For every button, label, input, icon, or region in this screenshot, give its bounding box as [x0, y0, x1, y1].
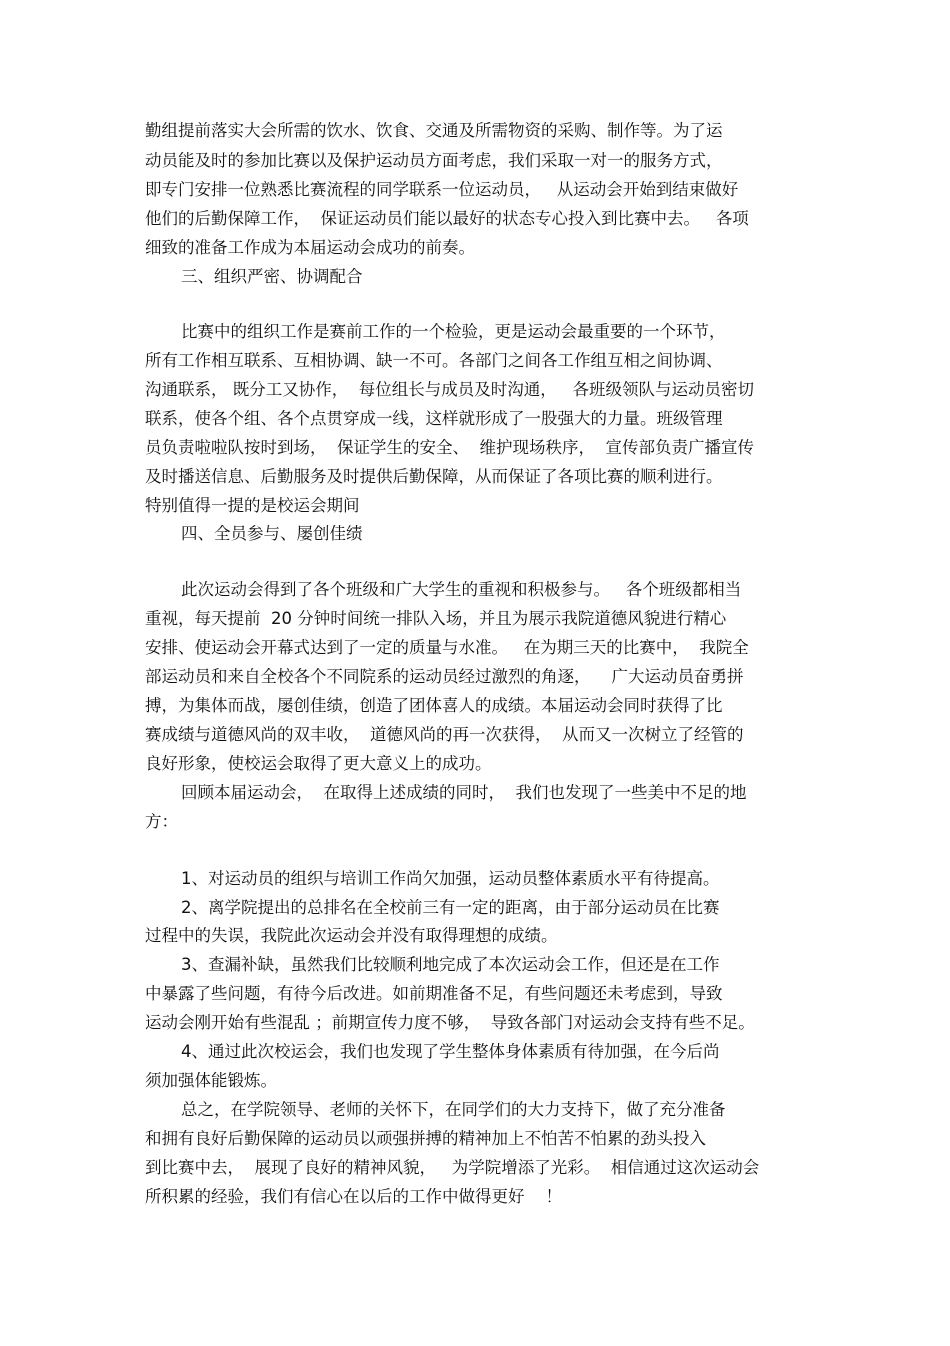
list-item: 1、对运动员的组织与培训工作尚欠加强，运动员整体素质水平有待提高。 — [181, 869, 720, 888]
text-line: 方： — [145, 812, 178, 831]
list-item: 3、查漏补缺，虽然我们比较顺利地完成了本次运动会工作，但还是在工作 — [181, 955, 720, 974]
text-line: 过程中的失误，我院此次运动会并没有取得理想的成绩。 — [145, 926, 558, 945]
text-line: 所积累的经验，我们有信心在以后的工作中做得更好 ！ — [145, 1187, 562, 1206]
text-line: 部运动员和来自全校各个不同院系的运动员经过激烈的角逐， 广大运动员奋勇拼 — [145, 667, 744, 686]
text-line: 他们的后勤保障工作， 保证运动员们能以最好的状态专心投入到比赛中去。 各项 — [145, 209, 749, 228]
section-heading: 三、组织严密、协调配合 — [181, 267, 363, 286]
section-heading: 四、全员参与、屡创佳绩 — [181, 524, 363, 543]
text-line: 须加强体能锻炼。 — [145, 1071, 277, 1090]
text-line: 中暴露了些问题，有待今后改进。如前期准备不足，有些问题还未考虑到，导致 — [145, 984, 723, 1003]
text-line: 安排、使运动会开幕式达到了一定的质量与水准。 在为期三天的比赛中， 我院全 — [145, 638, 749, 657]
text-line: 搏，为集体而战，屡创佳绩，创造了团体喜人的成绩。本届运动会同时获得了比 — [145, 696, 723, 715]
text-line: 动员能及时的参加比赛以及保护运动员方面考虑，我们采取一对一的服务方式， — [145, 151, 723, 170]
text-line: 回顾本届运动会， 在取得上述成绩的同时， 我们也发现了一些美中不足的地 — [181, 783, 747, 802]
text-line: 运动会刚开始有些混乱 ；前期宣传力度不够， 导致各部门对运动会支持有些不足。 — [145, 1013, 755, 1032]
text-line: 沟通联系， 既分工又协作， 每位组长与成员及时沟通， 各班级领队与运动员密切 — [145, 380, 754, 399]
text-line: 此次运动会得到了各个班级和广大学生的重视和积极参与。 各个班级都相当 — [181, 580, 742, 599]
text-line: 和拥有良好后勤保障的运动员以顽强拼搏的精神加上不怕苦不怕累的劲头投入 — [145, 1129, 706, 1148]
text-line: 到比赛中去， 展现了良好的精神风貌， 为学院增添了光彩。 相信通过这次运动会 — [145, 1158, 760, 1177]
text-line: 赛成绩与道德风尚的双丰收， 道德风尚的再一次获得， 从而又一次树立了经管的 — [145, 725, 744, 744]
text-line: 重视，每天提前 20 分钟时间统一排队入场，并且为展示我院道德风貌进行精心 — [145, 609, 727, 628]
text-line: 联系，使各个组、各个点贯穿成一线，这样就形成了一股强大的力量。班级管理 — [145, 409, 723, 428]
text-line: 比赛中的组织工作是赛前工作的一个检验，更是运动会最重要的一个环节， — [181, 322, 726, 341]
list-item: 4、通过此次校运会，我们也发现了学生整体身体素质有待加强，在今后尚 — [181, 1042, 720, 1061]
text-line: 员负责啦啦队按时到场， 保证学生的安全、 维护现场秩序， 宣传部负责广播宣传 — [145, 438, 754, 457]
text-line: 所有工作相互联系、互相协调、缺一不可。各部门之间各工作组互相之间协调、 — [145, 351, 723, 370]
text-line: 特别值得一提的是校运会期间 — [145, 496, 360, 515]
list-item: 2、离学院提出的总排名在全校前三有一定的距离，由于部分运动员在比赛 — [181, 898, 720, 917]
text-line: 细致的准备工作成为本届运动会成功的前奏。 — [145, 238, 475, 257]
text-line: 良好形象，使校运会取得了更大意义上的成功。 — [145, 754, 492, 773]
text-line: 总之，在学院领导、老师的关怀下，在同学们的大力支持下，做了充分准备 — [181, 1100, 726, 1119]
text-line: 即专门安排一位熟悉比赛流程的同学联系一位运动员， 从运动会开始到结束做好 — [145, 180, 739, 199]
text-line: 及时播送信息、后勤服务及时提供后勤保障，从而保证了各项比赛的顺利进行。 — [145, 467, 723, 486]
text-line: 勤组提前落实大会所需的饮水、饮食、交通及所需物资的采购、制作等。为了运 — [145, 121, 723, 140]
